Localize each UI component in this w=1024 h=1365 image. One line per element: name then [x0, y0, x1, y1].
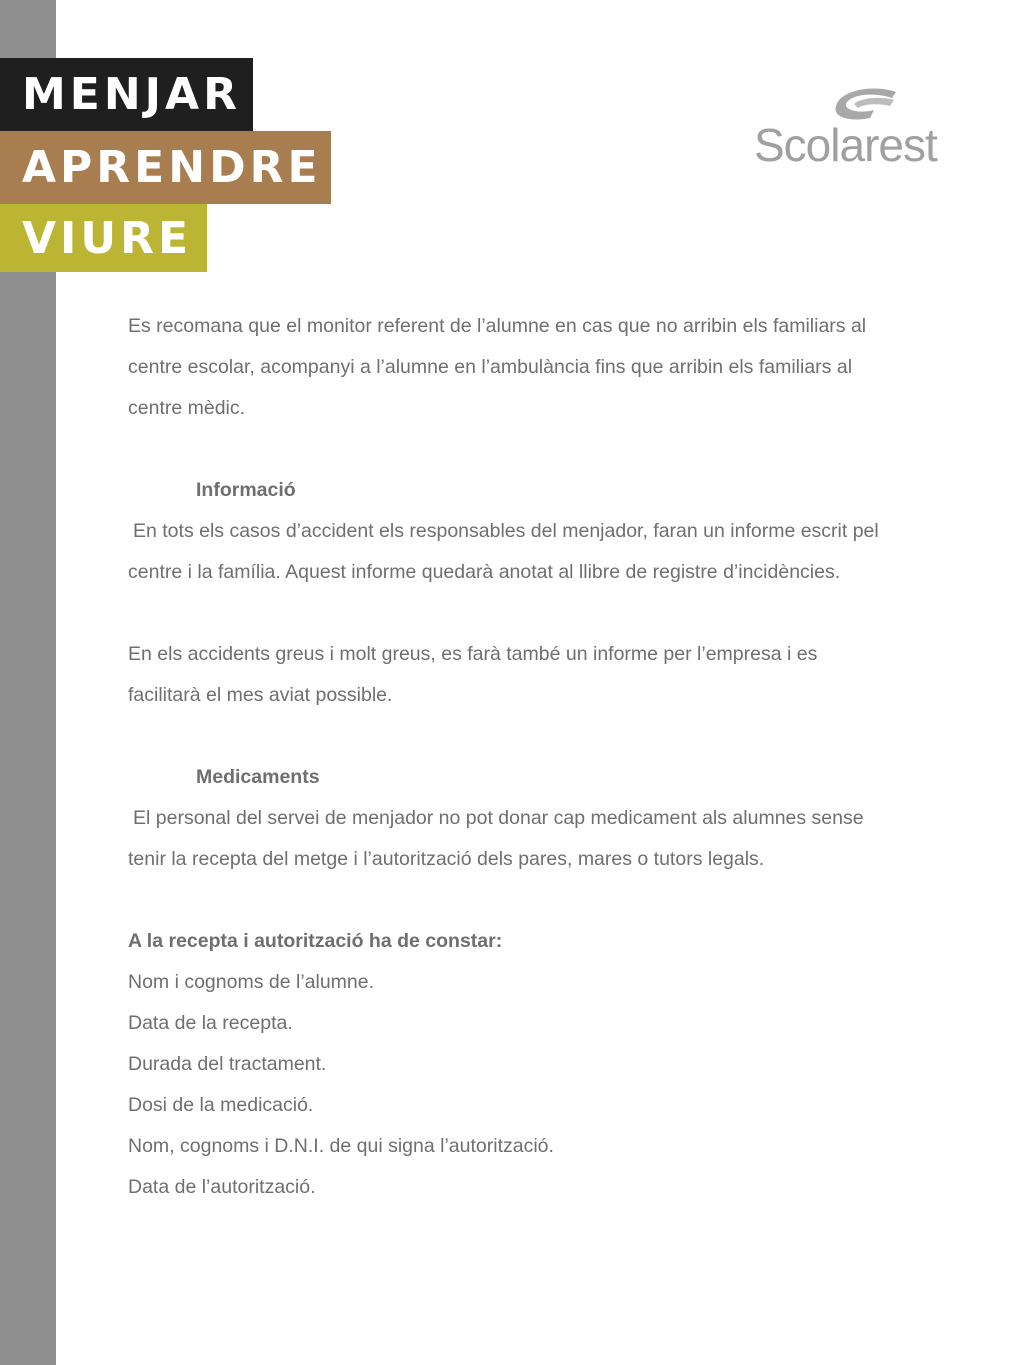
list-item: Nom i cognoms de l’alumne. — [128, 971, 375, 993]
paragraph-line: centre mèdic. — [128, 397, 246, 419]
paragraph-line: tenir la recepta del metge i l’autorització dels pares, mares o tutors legals. — [128, 848, 765, 870]
logo-text: Scolarest — [754, 119, 937, 171]
paragraph-line: En tots els casos d’accident els responsables del menjador, faran un informe escrit pel — [133, 520, 879, 542]
brand-viure: VIURE — [0, 204, 207, 272]
paragraph-line: facilitarà el mes aviat possible. — [128, 684, 393, 706]
list-item: Data de la recepta. — [128, 1012, 293, 1034]
list-item: Dosi de la medicació. — [128, 1094, 314, 1116]
paragraph-line: Es recomana que el monitor referent de l’alumne en cas que no arribin els familiars al — [128, 315, 867, 337]
section-heading-informacio: Informació — [196, 479, 296, 501]
brand-aprendre: APRENDRE — [0, 131, 331, 204]
list-item: Nom, cognoms i D.N.I. de qui signa l’autorització. — [128, 1135, 554, 1157]
list-item: Durada del tractament. — [128, 1053, 327, 1075]
document-body — [128, 306, 958, 1208]
brand-menjar: MENJAR — [0, 58, 253, 131]
scolarest-logo — [752, 84, 937, 174]
list-heading: A la recepta i autorització ha de constar: — [128, 930, 503, 952]
paragraph-line: En els accidents greus i molt greus, es farà també un informe per l’empresa i es — [128, 643, 818, 665]
section-heading-medicaments: Medicaments — [196, 766, 320, 788]
paragraph-line: centre escolar, acompanyi a l’alumne en l’ambulància fins que arribin els familiars al — [128, 356, 853, 378]
paragraph-line: centre i la família. Aquest informe quedarà anotat al llibre de registre d’incidències. — [128, 561, 841, 583]
paragraph-line: El personal del servei de menjador no pot donar cap medicament als alumnes sense — [133, 807, 864, 829]
list-item: Data de l’autorització. — [128, 1176, 316, 1198]
